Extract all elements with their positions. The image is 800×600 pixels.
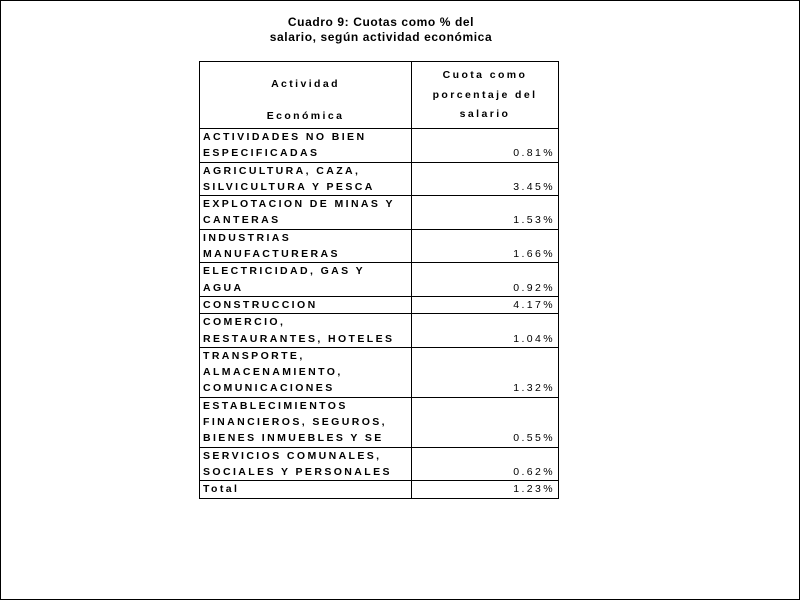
activity-cell: SERVICIOS COMUNALES, SOCIALES Y PERSONALES [200,447,412,481]
quota-cell: 0.55% [412,397,559,447]
quota-cell: 4.17% [412,296,559,313]
activity-cell: ACTIVIDADES NO BIEN ESPECIFICADAS [200,129,412,163]
quota-cell: 1.53% [412,196,559,230]
activity-cell: AGRICULTURA, CAZA, SILVICULTURA Y PESCA [200,162,412,196]
activity-cell: CONSTRUCCION [200,296,412,313]
table-row [200,397,559,447]
table-row [200,447,559,481]
table-title [181,15,581,45]
header-row [200,62,559,129]
table-row [200,229,559,263]
header-activity-line-2: Económica [266,110,345,122]
header-activity-line-1: Actividad [271,78,340,90]
total-label: Total [200,481,412,498]
table-row [200,162,559,196]
activity-cell: TRANSPORTE, ALMACENAMIENTO, COMUNICACIONES [200,347,412,397]
header-quota: Cuota como porcentaje del salario [412,62,559,129]
quota-cell: 0.81% [412,129,559,163]
quota-cell: 1.04% [412,314,559,348]
header-activity [200,62,412,129]
quota-cell: 1.66% [412,229,559,263]
activity-cell: EXPLOTACION DE MINAS Y CANTERAS [200,196,412,230]
quota-cell: 3.45% [412,162,559,196]
total-row [200,481,559,498]
quota-cell: 1.32% [412,347,559,397]
title-line-2: salario, según actividad económica [269,30,493,44]
quota-cell: 0.62% [412,447,559,481]
total-value: 1.23% [412,481,559,498]
activity-cell: ELECTRICIDAD, GAS Y AGUA [200,263,412,297]
title-line-1: Cuadro 9: Cuotas como % del [287,15,475,29]
table-row [200,196,559,230]
activity-cell: ESTABLECIMIENTOS FINANCIEROS, SEGUROS, BIENES INMUEBLES Y SE [200,397,412,447]
activity-cell: COMERCIO, RESTAURANTES, HOTELES [200,314,412,348]
table-row [200,129,559,163]
table-row [200,314,559,348]
table-row [200,263,559,297]
table-body [200,129,559,499]
table-row [200,296,559,313]
activity-cell: INDUSTRIAS MANUFACTURERAS [200,229,412,263]
quota-cell: 0.92% [412,263,559,297]
quota-table [199,61,559,499]
table-row [200,347,559,397]
